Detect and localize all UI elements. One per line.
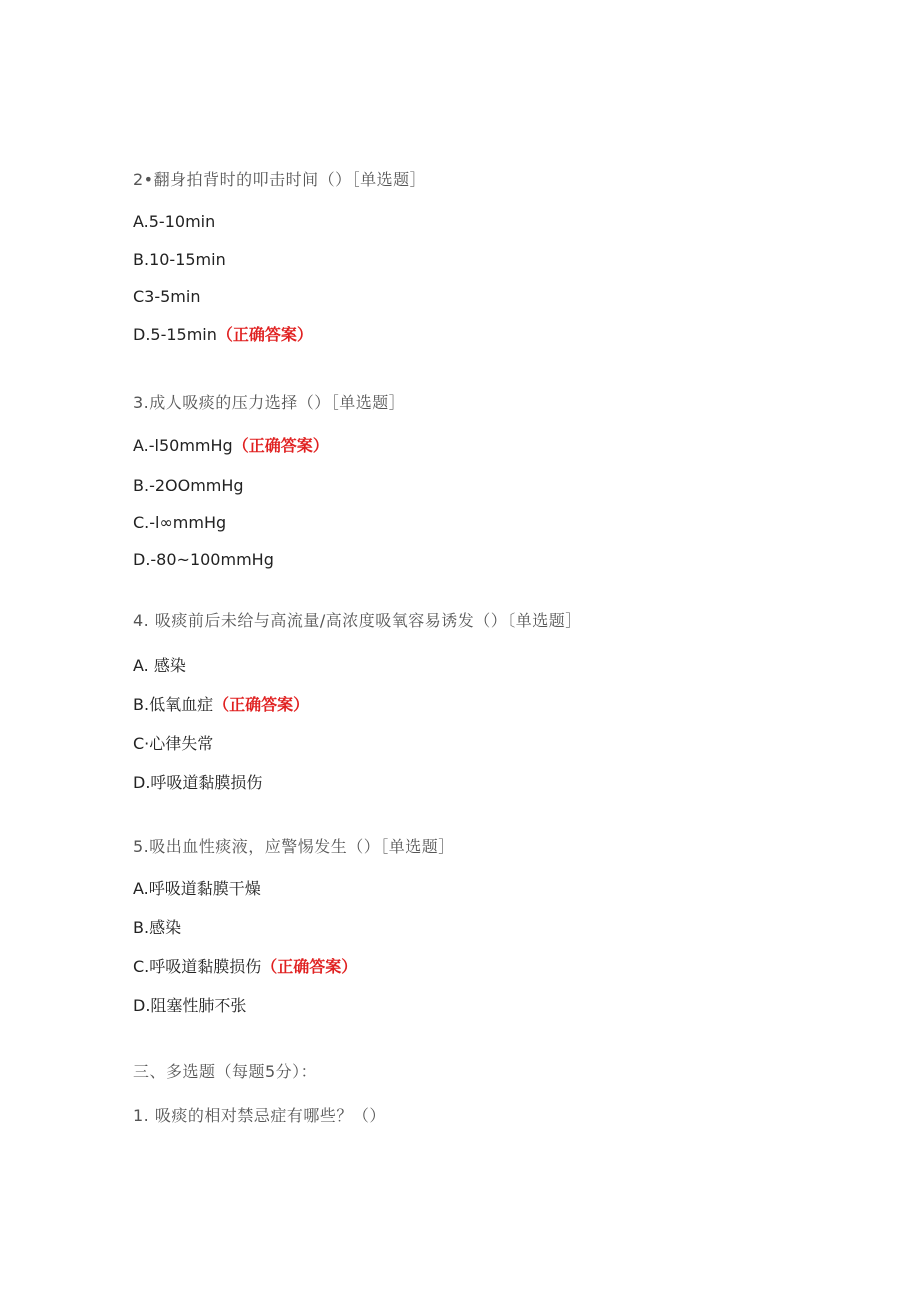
option-text: A. 感染: [133, 656, 186, 675]
multi-choice-question-1-stem: 1. 吸痰的相对禁忌症有哪些？（）: [133, 1106, 386, 1125]
correct-answer-mark: （正确答案）: [213, 695, 310, 714]
question-2-option-b: [133, 250, 226, 270]
question-5-option-a: [133, 879, 261, 899]
option-text: B.感染: [133, 918, 182, 937]
section-title: 三、多选题（每题5分）：: [133, 1062, 318, 1081]
question-2-option-d: [133, 325, 313, 345]
option-text: D.呼吸道黏膜损伤: [133, 773, 263, 792]
question-3-stem: 3.成人吸痰的压力选择（）［单选题］: [133, 393, 406, 412]
question-4-stem: 4. 吸痰前后未给与高流量/高浓度吸氧容易诱发（）〔单选题］: [133, 611, 582, 630]
question-4-option-d: [133, 773, 262, 793]
question-5-option-b: [133, 918, 181, 938]
option-text: C.呼吸道黏膜损伤: [133, 957, 262, 976]
question-4-option-c: [133, 734, 213, 754]
question-4-option-a: [133, 656, 186, 676]
correct-answer-mark: （正确答案）: [232, 436, 329, 455]
question-5-option-d: [133, 996, 246, 1016]
option-text: C·心律失常: [133, 734, 214, 753]
option-text: A.呼吸道黏膜干燥: [133, 879, 261, 898]
option-text: A.5-10min: [133, 212, 216, 231]
option-text: B.-2OOmmHg: [133, 476, 244, 495]
question-2-option-a: [133, 212, 215, 232]
option-text: C3-5min: [133, 287, 201, 306]
option-text: D.5-15min: [133, 325, 217, 344]
option-text: D.-80~100mmHg: [133, 550, 274, 569]
question-3-option-a: [133, 436, 329, 456]
question-5-option-c: [133, 957, 357, 977]
correct-answer-mark: （正确答案）: [216, 325, 313, 344]
question-2-option-c: [133, 287, 200, 307]
option-text: A.-l50mmHg: [133, 436, 233, 455]
option-text: B.10-15min: [133, 250, 226, 269]
option-text: B.低氧血症: [133, 695, 214, 714]
question-2-stem: 2•翻身拍背时的叩击时间（）［单选题］: [133, 170, 427, 189]
option-text: D.阻塞性肺不张: [133, 996, 247, 1015]
question-4-option-b: [133, 695, 309, 715]
question-5-stem: 5.吸出血性痰液，应警惕发生（）［单选题］: [133, 837, 455, 856]
question-3-option-c: [133, 513, 226, 533]
option-text: C.-l∞mmHg: [133, 513, 227, 532]
correct-answer-mark: （正确答案）: [261, 957, 358, 976]
question-3-option-b: [133, 476, 244, 496]
question-3-option-d: [133, 550, 274, 570]
